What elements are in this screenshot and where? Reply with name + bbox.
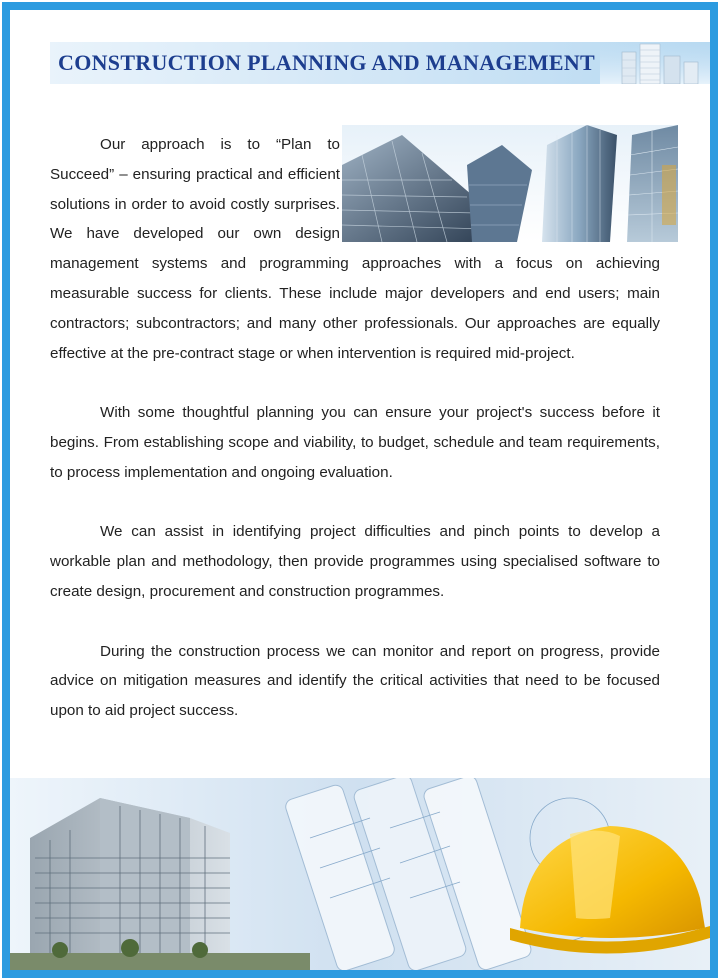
header-tower-image <box>600 42 710 84</box>
body-text <box>50 130 660 726</box>
paragraph-approach: Our approach is to “Plan to Succeed” – ensuring practical and efficient solutions in order to avoid costly surprises. We have developed our own design management systems and programming approaches with a focus on achieving measurable success for clients. These include major developers and end users; main contractors; subcontractors; and many other professionals. Our approaches are equally effective at the pre-contract stage or when intervention is required mid-project. <box>50 136 660 362</box>
paragraph-planning: With some thoughtful planning you can ensure your project's success before it begins. From establishing scope and viability, to budget, schedule and team requirements, to process implementation and ongoing evaluation. <box>50 404 660 481</box>
paragraph-assist: We can assist in identifying project difficulties and pinch points to develop a workable plan and methodology, then provide programmes using specialised software to create design, procurement and construction programmes. <box>50 523 660 600</box>
page-title: CONSTRUCTION PLANNING AND MANAGEMENT <box>58 50 595 75</box>
photo-wrap-spacer <box>340 126 660 244</box>
paragraph-monitor: During the construction process we can monitor and report on progress, provide advice on mitigation measures and identify the critical activities that need to be focused upon to aid project success. <box>50 642 660 720</box>
header-banner <box>50 42 710 84</box>
construction-collage-image <box>10 778 710 970</box>
